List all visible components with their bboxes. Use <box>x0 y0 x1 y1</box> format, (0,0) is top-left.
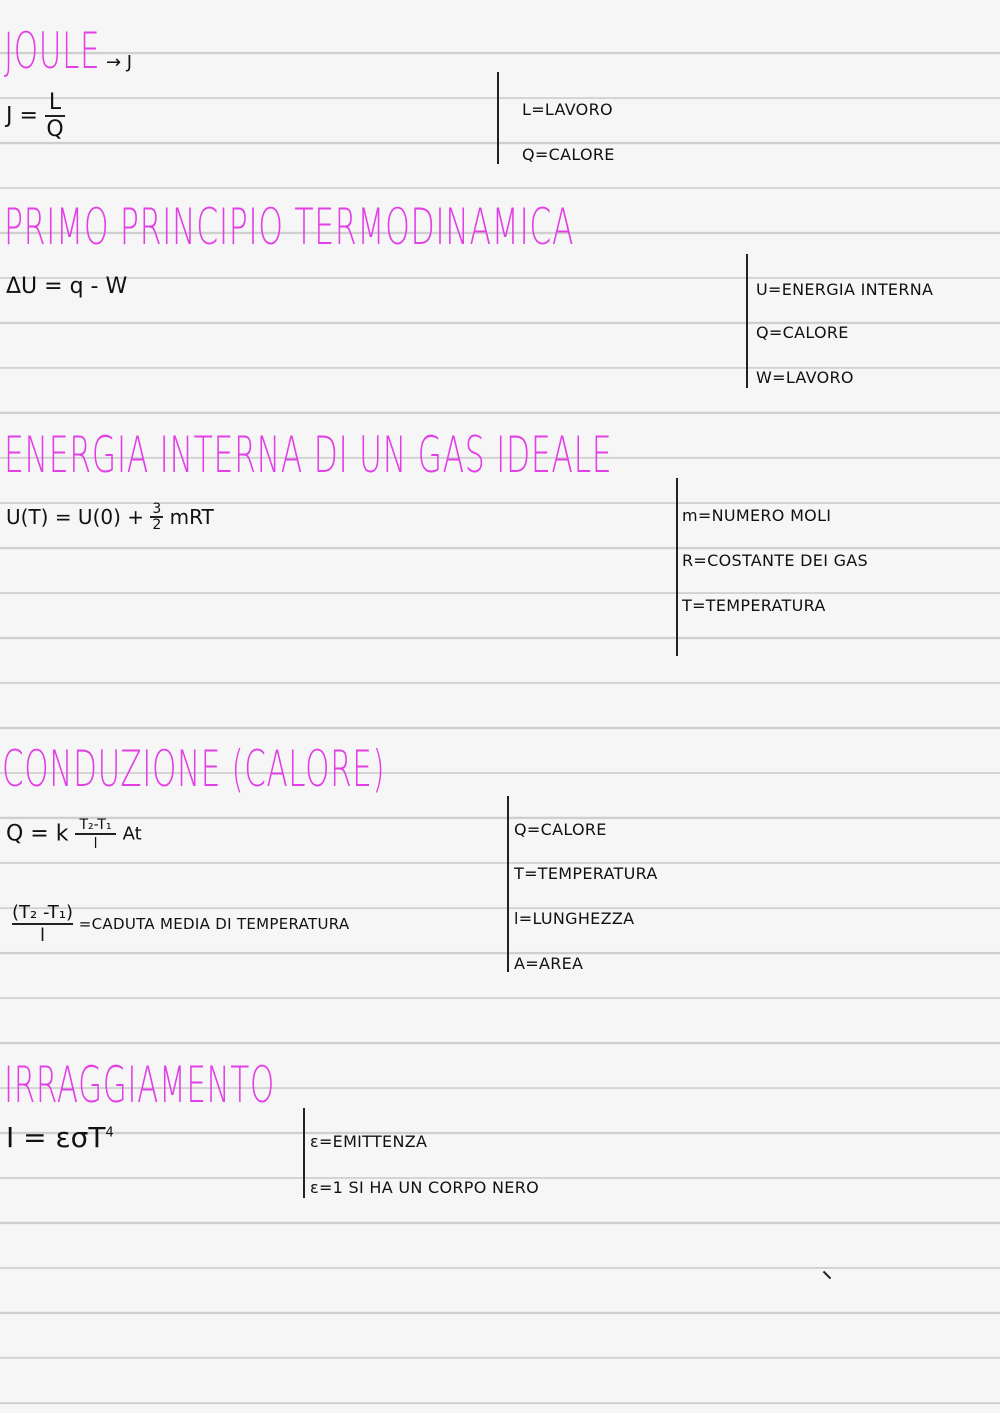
exponent: 4 <box>105 1125 114 1141</box>
legend-divider-irraggiamento <box>303 1108 305 1198</box>
note-fraction <box>12 904 73 945</box>
legend-item: T=TEMPERATURA <box>682 596 826 615</box>
legend-item: Q=CALORE <box>514 820 607 839</box>
legend-divider-joule <box>497 72 499 164</box>
fraction-denominator: Q <box>46 117 64 142</box>
conduzione-formula-lhs: Q = k <box>6 821 69 847</box>
joule-fraction <box>45 92 65 141</box>
stray-pen-mark <box>823 1271 831 1279</box>
energia-fraction <box>150 502 163 532</box>
energia-formula-lhs: U(T) = U(0) + <box>6 505 145 529</box>
legend-item: U=ENERGIA INTERNA <box>756 280 934 299</box>
legend-item: ε=1 SI HA UN CORPO NERO <box>310 1178 540 1197</box>
conduzione-formula <box>6 818 142 851</box>
fraction-numerator: T₂-T₁ <box>75 818 115 835</box>
legend-item: L=LAVORO <box>522 100 613 119</box>
conduzione-note <box>12 904 349 945</box>
irraggiamento-formula <box>6 1121 114 1154</box>
fraction-numerator: 3 <box>152 501 162 517</box>
legend-divider-primo <box>746 254 748 388</box>
section-title-primo-principio: PRIMO PRINCIPIO TERMODINAMICA <box>4 198 575 256</box>
note-text: =CADUTA MEDIA DI TEMPERATURA <box>78 915 350 933</box>
legend-item: W=LAVORO <box>756 368 854 387</box>
primo-formula: ΔU = q - W <box>6 274 128 299</box>
legend-item: R=COSTANTE DEI GAS <box>682 551 868 570</box>
section-title-conduzione: CONDUZIONE (CALORE) <box>2 740 386 798</box>
section-title-energia-interna: ENERGIA INTERNA DI UN GAS IDEALE <box>4 426 613 484</box>
fraction-numerator: L <box>45 92 65 117</box>
fraction-denominator: 2 <box>152 517 162 533</box>
joule-formula <box>6 92 65 141</box>
conduzione-formula-rhs: At <box>122 823 142 845</box>
irraggiamento-formula-main: I = εσT <box>6 1121 106 1154</box>
legend-item: m=NUMERO MOLI <box>682 506 832 525</box>
fraction-denominator: l <box>93 836 98 852</box>
legend-item: ε=EMITTENZA <box>310 1132 428 1151</box>
joule-unit: → J <box>106 52 133 73</box>
legend-divider-energia <box>676 478 678 656</box>
legend-item: A=AREA <box>514 954 584 973</box>
energia-formula-rhs: mRT <box>169 505 214 529</box>
legend-divider-conduzione <box>507 796 509 972</box>
legend-item: Q=CALORE <box>522 145 615 164</box>
legend-item: l=LUNGHEZZA <box>514 909 635 928</box>
section-title-irraggiamento: IRRAGGIAMENTO <box>4 1056 275 1114</box>
section-title-joule: JOULE <box>4 22 101 80</box>
fraction-numerator: (T₂ -T₁) <box>12 902 74 923</box>
legend-item: Q=CALORE <box>756 323 849 342</box>
joule-formula-lhs: J = <box>6 103 38 129</box>
energia-formula <box>6 502 214 532</box>
conduzione-fraction <box>75 818 115 851</box>
legend-item: T=TEMPERATURA <box>514 864 658 883</box>
fraction-denominator: l <box>40 925 46 946</box>
